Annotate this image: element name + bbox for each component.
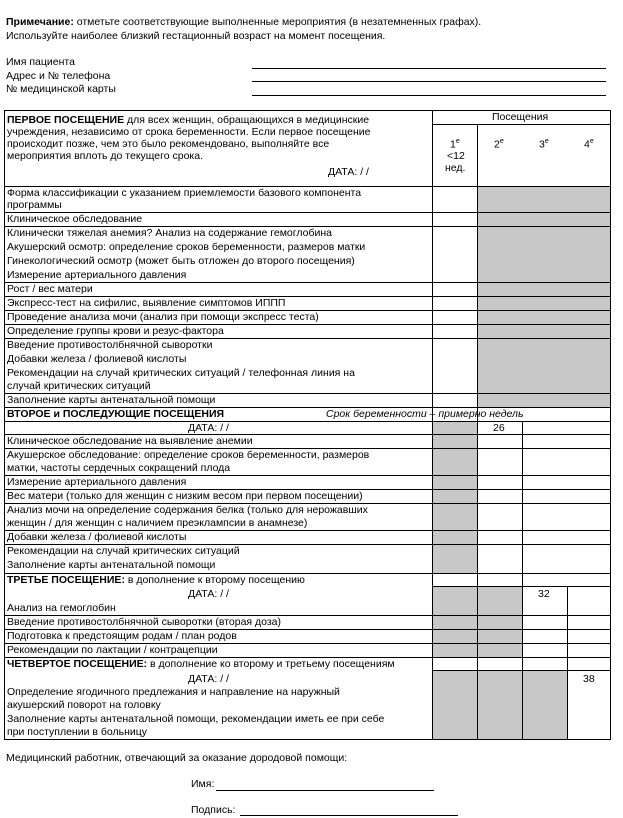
sv-row-2: матки, частоты сердечных сокращений плода <box>7 462 231 474</box>
sv-row-0: Клиническое обследование на выявление анемии <box>7 435 253 447</box>
visit-col-1-sub2: нед. <box>445 162 466 174</box>
fv-row-9: Проведение анализа мочи (анализ при помощи экспресс теста) <box>7 311 319 323</box>
first-visit-desc3: происходит позже, чем это было рекомендовано, выполняйте все <box>7 138 330 150</box>
fv-row-3: Клинически тяжелая анемия? Анализ на содержание гемоглобина <box>7 227 332 239</box>
patient-address-field[interactable] <box>252 81 606 82</box>
tv-row-1: Введение противостолбнячной сыворотки (вторая доза) <box>7 616 282 628</box>
patient-name-field[interactable] <box>252 68 606 69</box>
sv-row-7: Добавки железа / фолиевой кислоты <box>7 531 187 543</box>
fv-row-13: Рекомендации на случай критических ситуаций / телефонная линия на <box>7 367 355 379</box>
visit-col-3: $3^е$ <box>539 138 549 151</box>
second-visit-week: 26 <box>493 422 505 434</box>
fv-row-12: Добавки железа / фолиевой кислоты <box>7 353 187 365</box>
fv-row-1: программы <box>7 199 62 211</box>
fourth-visit-week: 38 <box>583 673 595 685</box>
shade-fourth-visit <box>432 670 567 740</box>
first-visit-date[interactable]: ДАТА: / / <box>328 166 369 178</box>
fov-row-0: Определение ягодичного предлежания и направление на наружный <box>7 686 340 698</box>
first-visit-title: ПЕРВОЕ ПОСЕЩЕНИЕ <box>7 114 125 126</box>
fv-row-15: Заполнение карты антенатальной помощи <box>7 394 216 406</box>
fv-row-8: Экспресс-тест на сифилис, выявление симптомов ИППП <box>7 297 286 309</box>
second-visit-term: Срок беременности – примерно недель <box>326 408 524 420</box>
tv-row-2: Подготовка к предстоящим родам / план родов <box>7 630 237 642</box>
sv-row-8: Рекомендации на случай критических ситуаций <box>7 545 240 557</box>
third-visit-desc: в дополнение к второму посещению <box>124 574 305 586</box>
sv-row-9: Заполнение карты антенатальной помощи <box>7 559 216 571</box>
third-visit-date[interactable]: ДАТА: / / <box>188 588 229 600</box>
note-line1: отметьте соответствующие выполненные мероприятия (в незатемненных графах). <box>76 16 482 28</box>
sv-row-1: Акушерское обследование: определение сроков беременности, размеров <box>7 449 370 461</box>
fourth-visit-title: ЧЕТВЕРТОЕ ПОСЕЩЕНИЕ: <box>7 658 148 670</box>
fourth-visit-heading <box>7 658 395 670</box>
patient-card-label: № медицинской карты <box>6 83 116 95</box>
visit-col-1: $1^е$ <box>450 138 460 151</box>
note <box>6 16 481 28</box>
fv-row-7: Рост / вес матери <box>7 283 93 295</box>
third-visit-title: ТРЕТЬЕ ПОСЕЩЕНИЕ: <box>7 574 125 586</box>
tv-row-0: Анализ на гемоглобин <box>7 602 116 614</box>
signature-field[interactable] <box>240 815 458 816</box>
patient-name-label: Имя пациента <box>6 56 75 68</box>
second-visit-date[interactable]: ДАТА: / / <box>188 422 229 434</box>
fv-row-2: Клиническое обследование <box>7 213 143 225</box>
sv-row-3: Измерение артериального давления <box>7 476 187 488</box>
visit-col-4: $4^е$ <box>584 138 594 151</box>
signer-name-label: Имя: <box>191 778 215 790</box>
third-visit-heading <box>7 574 305 586</box>
responsible-label: Медицинский работник, отвечающий за оказание дородовой помощи: <box>6 752 348 764</box>
fv-row-4: Акушерский осмотр: определение сроков беременности, размеров матки <box>7 241 366 253</box>
patient-address-label: Адрес и № телефона <box>6 70 111 82</box>
visit-col-1-sub1: <12 <box>447 150 465 162</box>
visits-header: Посещения <box>492 111 549 123</box>
fv-row-10: Определение группы крови и резус-фактора <box>7 325 224 337</box>
fv-row-0: Форма классификации с указанием приемлемости базового компонента <box>7 187 362 199</box>
fov-row-1: акушерский поворот на головку <box>7 699 161 711</box>
fourth-visit-date[interactable]: ДАТА: / / <box>188 673 229 685</box>
fv-row-11: Введение противостолбнячной сыворотки <box>7 339 213 351</box>
second-visit-title: ВТОРОЕ и ПОСЛЕДУЮЩИЕ ПОСЕЩЕНИЯ <box>7 408 225 420</box>
signer-name-field[interactable] <box>216 790 434 791</box>
sv-row-6: женщин / для женщин с наличием преэклампсии в анамнезе) <box>7 517 308 529</box>
antenatal-checklist-table <box>4 110 611 740</box>
note-label: Примечание: <box>6 16 74 28</box>
tv-row-3: Рекомендации по лактации / контрацепции <box>7 644 218 656</box>
first-visit-heading <box>7 114 369 126</box>
first-visit-desc4: мероприятия вплоть до текущего срока. <box>7 150 204 162</box>
note-line2: Используйте наиболее близкий гестационный возраст на момент посещения. <box>6 30 386 42</box>
fov-row-2: Заполнение карты антенатальной помощи, рекомендации иметь ее при себе <box>7 713 385 725</box>
signature-label: Подпись: <box>191 804 236 816</box>
fv-row-5: Гинекологический осмотр (может быть отложен до второго посещения) <box>7 255 355 267</box>
fv-row-6: Измерение артериального давления <box>7 269 187 281</box>
fov-row-3: при поступлении в больницу <box>7 726 148 738</box>
first-visit-desc2: учреждения, независимо от срока беременности. Если первое посещение <box>7 126 371 138</box>
visit-col-2: $2^е$ <box>494 138 504 151</box>
shade-second-visit <box>432 421 477 573</box>
first-visit-desc1: для всех женщин, обращающихся в медицинские <box>124 114 370 126</box>
patient-card-field[interactable] <box>252 95 606 96</box>
sv-row-4: Вес матери (только для женщин с низким весом при первом посещении) <box>7 490 363 502</box>
fourth-visit-desc: в дополнение ко второму и третьему посещениям <box>147 658 395 670</box>
sv-row-5: Анализ мочи на определение содержания белка (только для нерожавших <box>7 504 368 516</box>
third-visit-week: 32 <box>538 588 550 600</box>
fv-row-14: случай критических ситуаций <box>7 380 151 392</box>
